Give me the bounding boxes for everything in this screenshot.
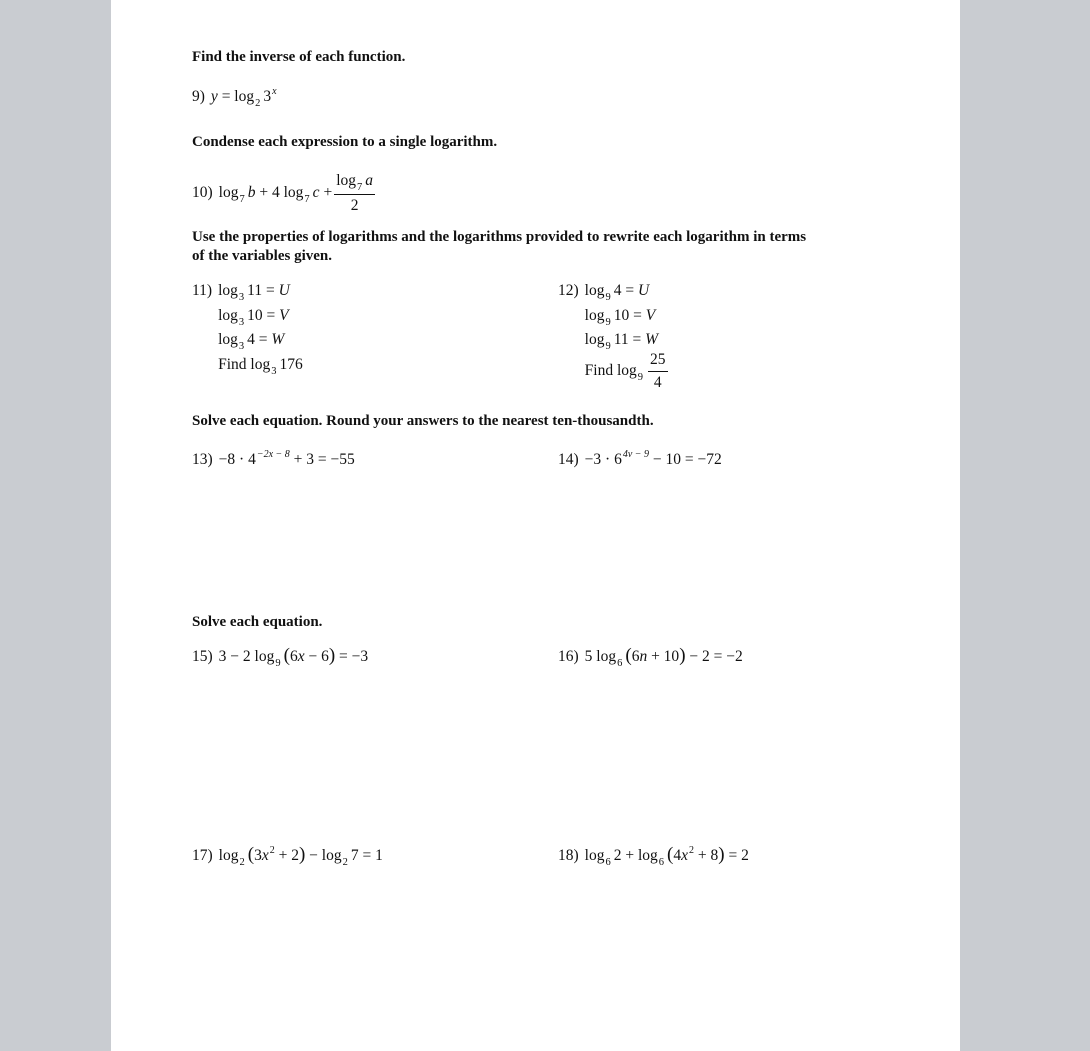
- math-text: Find log: [218, 355, 271, 373]
- log-base: 3: [238, 316, 245, 328]
- log-base: 3: [238, 292, 245, 303]
- math-text: log: [584, 282, 605, 299]
- math-text: 3: [263, 88, 272, 105]
- math-text: 10 =: [613, 306, 646, 324]
- math-text: ): [679, 645, 686, 666]
- math-text: = −3: [335, 648, 369, 665]
- math-text: − log: [305, 847, 342, 864]
- log-base: 9: [605, 292, 611, 303]
- problem-number: 13): [192, 451, 213, 468]
- math-text: −3 · 6: [584, 451, 622, 468]
- math-text: 6: [289, 648, 298, 665]
- math-text: + 2: [274, 847, 299, 864]
- math-text: = log: [217, 88, 255, 105]
- math-text: − 10 = −72: [649, 451, 722, 468]
- math-text: 11 =: [613, 331, 646, 348]
- exponent: x: [272, 86, 277, 97]
- log-base: 7: [304, 194, 310, 206]
- fraction-numerator: [334, 172, 375, 195]
- log-base: 9: [275, 658, 281, 669]
- math-variable: W: [271, 331, 285, 348]
- math-text: + 3 = −55: [289, 451, 355, 468]
- given-line: [585, 306, 668, 331]
- given-line: [218, 330, 303, 355]
- problem-17: [192, 845, 383, 868]
- math-text: ): [298, 844, 306, 865]
- math-text: ): [718, 844, 725, 865]
- math-variable: y: [210, 88, 218, 105]
- math-variable: x: [261, 847, 269, 864]
- math-text: log: [584, 306, 605, 324]
- math-text: 3 − 2 log: [218, 648, 275, 665]
- log-base: 7: [357, 182, 363, 193]
- exponent: 2: [269, 845, 275, 856]
- log-base: 9: [605, 316, 611, 328]
- math-text: log: [584, 847, 605, 864]
- math-variable: a: [365, 172, 373, 189]
- math-variable: U: [278, 282, 290, 299]
- math-text: 2: [350, 197, 359, 214]
- math-text: log: [218, 184, 239, 202]
- problem-13: [192, 450, 355, 472]
- math-text: 2 + log: [613, 847, 658, 864]
- math-text: (: [247, 844, 255, 865]
- problem-11: [192, 281, 303, 379]
- math-text: Find log: [584, 361, 637, 379]
- math-text: (: [667, 844, 674, 865]
- problem-givens: [585, 281, 668, 392]
- math-text: log: [336, 172, 356, 189]
- problem-number: 18): [558, 847, 579, 864]
- math-variable: V: [279, 306, 289, 324]
- math-text: (: [625, 645, 632, 666]
- section-heading-properties-line2: of the variables given.: [192, 248, 332, 264]
- log-base: 2: [239, 857, 245, 868]
- worksheet-page: [111, 0, 960, 1051]
- problem-number: 15): [192, 648, 213, 665]
- math-variable: c: [312, 184, 320, 202]
- math-text: 4 =: [247, 331, 272, 348]
- log-base: 6: [605, 857, 611, 868]
- math-text: 7 = 1: [350, 847, 383, 864]
- section-heading-properties: Use the properties of logarithms and the logarithms provided to rewrite each logarithm in terms: [192, 229, 807, 245]
- math-variable: b: [247, 184, 256, 202]
- section-heading-condense: Condense each expression to a single logarithm.: [192, 134, 498, 150]
- math-text: log: [584, 331, 605, 348]
- math-text: 25: [650, 350, 666, 368]
- problem-16: [558, 646, 743, 669]
- math-text: 10 =: [247, 306, 280, 324]
- math-text: 4: [673, 847, 682, 864]
- problem-number: 12): [558, 282, 579, 299]
- math-text: 176: [279, 355, 303, 373]
- math-text: (: [283, 645, 290, 666]
- fraction: [648, 351, 668, 392]
- problem-number: 16): [558, 648, 579, 665]
- math-text: +: [319, 184, 333, 202]
- math-text: 5 log: [584, 648, 617, 665]
- math-variable: n: [639, 648, 648, 665]
- math-text: log: [218, 306, 238, 324]
- math-text: + 4 log: [255, 184, 304, 202]
- log-base: 6: [658, 857, 665, 868]
- math-text: ): [328, 645, 336, 666]
- problem-number: 9): [192, 88, 205, 105]
- problem-givens: [218, 281, 303, 379]
- math-text: 4: [653, 373, 662, 391]
- problem-12: [558, 281, 668, 392]
- math-text: − 2 = −2: [685, 648, 743, 665]
- given-line: [218, 355, 303, 380]
- problem-number: 17): [192, 847, 213, 864]
- math-variable: x: [297, 648, 305, 665]
- find-line: [585, 351, 668, 392]
- math-variable: x: [681, 847, 689, 864]
- math-text: + 8: [694, 847, 719, 864]
- math-text: 11 =: [247, 282, 279, 299]
- math-text: log: [218, 847, 239, 864]
- log-base: 9: [605, 341, 611, 352]
- math-text: 3: [254, 847, 262, 864]
- exponent: 2: [689, 845, 695, 856]
- log-base: 2: [342, 857, 348, 868]
- problem-number: 14): [558, 451, 579, 468]
- given-line: [218, 281, 303, 306]
- problem-14: [558, 450, 722, 472]
- exponent: −2x − 8: [256, 449, 290, 460]
- log-base: 3: [271, 365, 277, 377]
- given-line: [218, 306, 303, 331]
- math-text: log: [218, 331, 238, 348]
- problem-10: [192, 172, 375, 215]
- log-base: 7: [239, 194, 245, 206]
- problem-number: 10): [192, 184, 213, 202]
- log-base: 3: [238, 341, 245, 352]
- fraction: [334, 172, 375, 215]
- math-text: 6: [631, 648, 640, 665]
- log-base: 6: [617, 658, 623, 669]
- math-text: + 10: [647, 648, 680, 665]
- problem-18: [558, 845, 749, 868]
- math-variable: V: [645, 306, 656, 324]
- math-text: −8 · 4: [218, 451, 256, 468]
- exponent: 4v − 9: [622, 449, 650, 460]
- log-base: 9: [637, 371, 644, 383]
- log-base: 2: [255, 98, 261, 109]
- given-line: [585, 281, 668, 306]
- section-heading-inverse: Find the inverse of each function.: [192, 49, 406, 65]
- math-variable: W: [645, 331, 659, 348]
- fraction-denominator: [654, 372, 662, 392]
- math-text: 4 =: [613, 282, 638, 299]
- problem-9: [192, 87, 277, 109]
- section-heading-solve: Solve each equation.: [192, 614, 323, 630]
- math-text: − 6: [304, 648, 329, 665]
- math-text: = 2: [724, 847, 749, 864]
- problem-15: [192, 646, 368, 669]
- problem-number: 11): [192, 282, 213, 299]
- fraction-denominator: [351, 195, 359, 215]
- math-text: log: [218, 282, 238, 299]
- math-variable: U: [637, 282, 650, 299]
- fraction-numerator: [648, 351, 668, 372]
- section-heading-solve-round: Solve each equation. Round your answers to the nearest ten-thousandth.: [192, 413, 654, 429]
